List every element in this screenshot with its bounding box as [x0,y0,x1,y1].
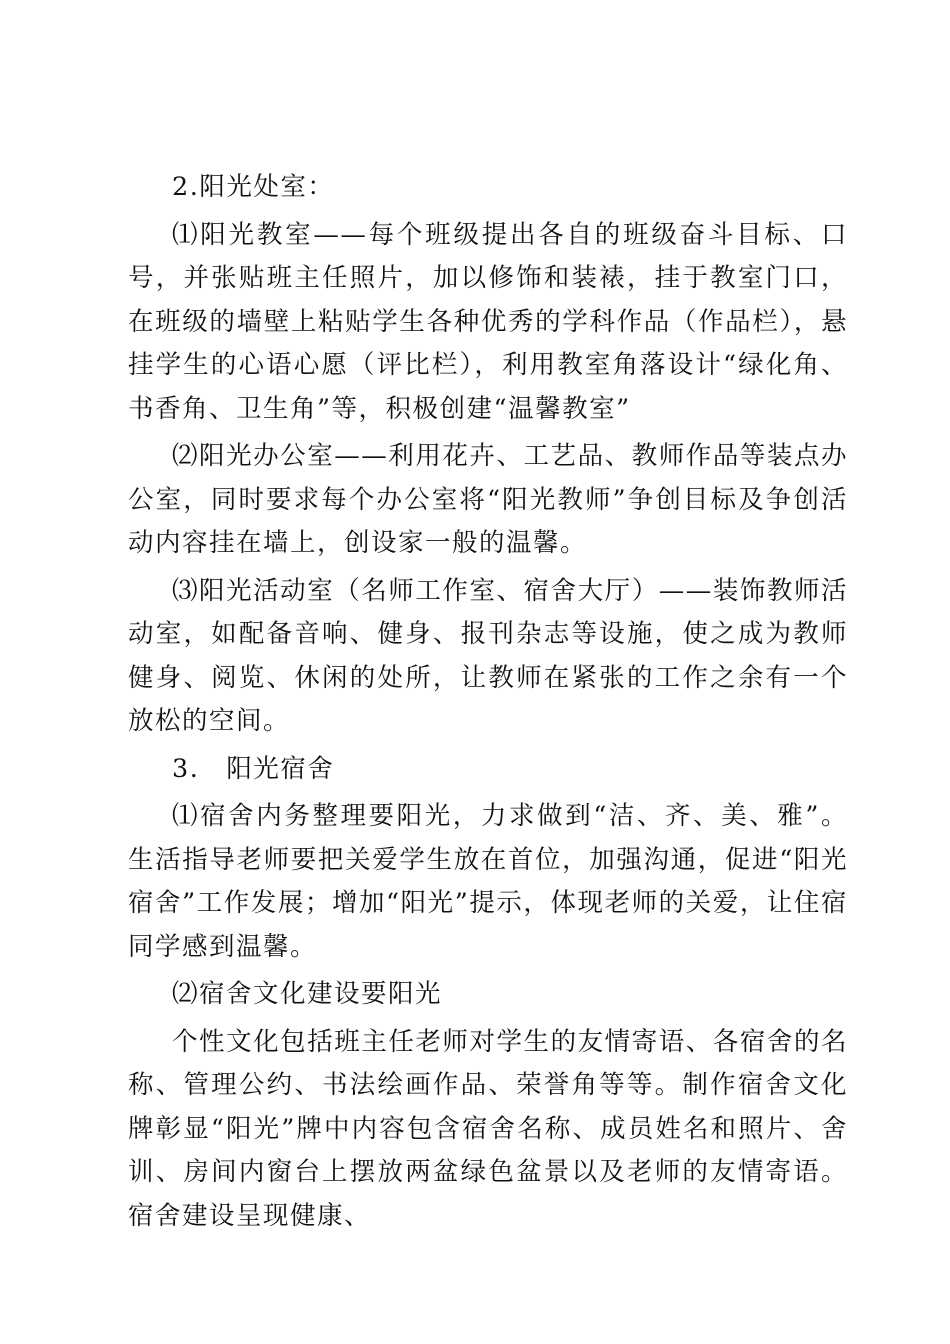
paragraph-section-2-heading: 2.阳光处室： [172,172,335,202]
paragraph-dorm-culture-body: 个性文化包括班主任老师对学生的友情寄语、各宿舍的名称、管理公约、书法绘画作品、荣誉角等等。制作宿舍文化牌彰显“阳光”牌中内容包含宿舍名称、成员姓名和照片、舍训、房间内窗台上摆放两盆绿色盆景以及老师的友情寄语。宿舍建设呈现健康、 [128,1026,848,1231]
paragraph-dorm-culture-heading: ⑵宿舍文化建设要阳光 [172,979,443,1009]
paragraph-section-3-heading: 3. 阳光宿舍 [172,753,335,784]
paragraph-sunshine-office: ⑵阳光办公室——利用花卉、工艺品、教师作品等装点办公室，同时要求每个办公室将“阳光教师”争创目标及争创活动内容挂在墙上，创设家一般的温馨。 [128,441,848,558]
paragraph-sunshine-classroom: ⑴阳光教室——每个班级提出各自的班级奋斗目标、口号，并张贴班主任照片，加以修饰和装裱，挂于教室门口，在班级的墙壁上粘贴学生各种优秀的学科作品（作品栏），悬挂学生的心语心愿（评比栏），利用教室角落设计“绿化角、书香角、卫生角”等，积极创建“温馨教室” [128,219,848,424]
document-body [128,166,848,1238]
paragraph-sunshine-activity-room: ⑶阳光活动室（名师工作室、宿舍大厅）——装饰教师活动室，如配备音响、健身、报刊杂志等设施，使之成为教师健身、阅览、休闲的处所，让教师在紧张的工作之余有一个放松的空间。 [128,575,848,736]
paragraph-dorm-housekeeping: ⑴宿舍内务整理要阳光，力求做到“洁、齐、美、雅”。生活指导老师要把关爱学生放在首位，加强沟通，促进“阳光宿舍”工作发展；增加“阳光”提示，体现老师的关爱，让住宿同学感到温馨。 [128,801,848,962]
